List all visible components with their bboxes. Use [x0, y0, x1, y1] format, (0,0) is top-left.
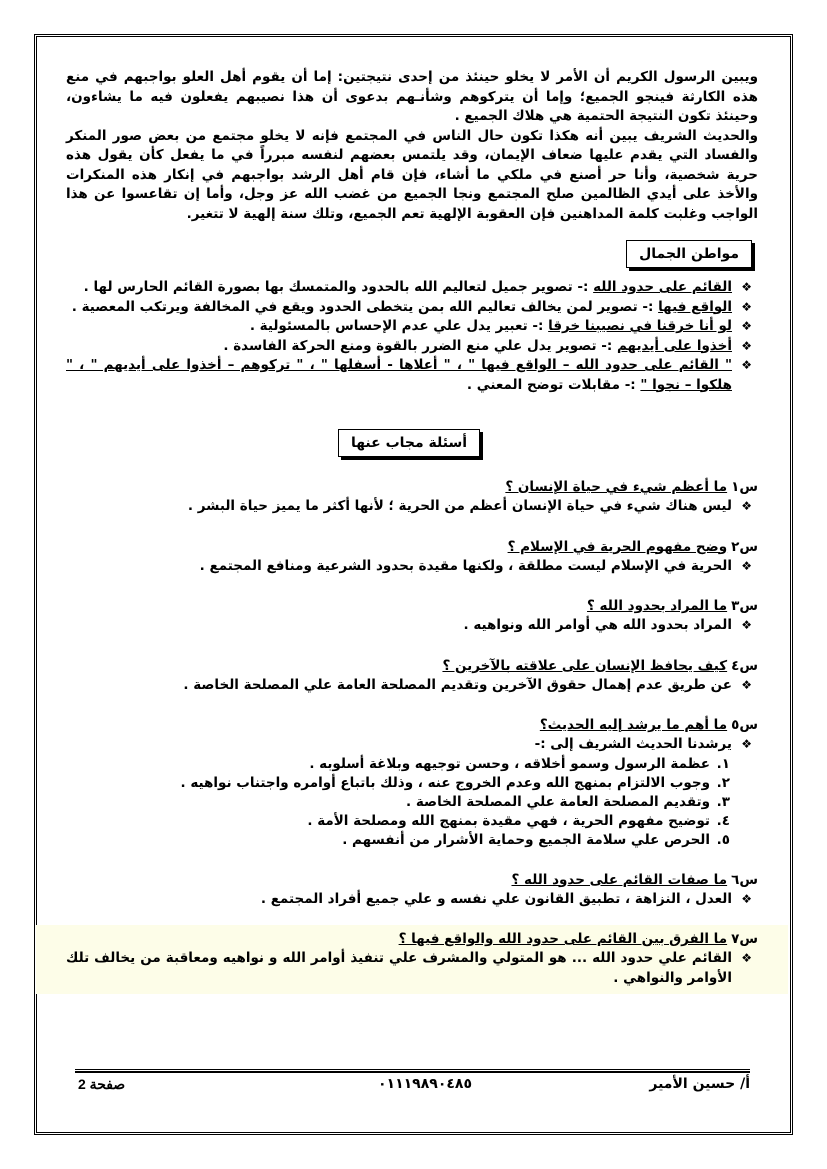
guidance-item	[66, 831, 730, 850]
guidance-number: ٥.	[716, 831, 730, 848]
qa-heading-wrap	[66, 429, 758, 457]
guidance-item	[66, 755, 730, 774]
beauty-heading-wrap	[66, 240, 758, 268]
answer-list	[66, 557, 758, 577]
question-block	[36, 925, 788, 994]
question	[66, 870, 758, 890]
beauty-heading: مواطن الجمال	[626, 240, 752, 268]
question	[66, 715, 758, 735]
question-number: س٧	[731, 931, 758, 947]
question-block	[66, 715, 758, 850]
beauty-item	[66, 298, 752, 318]
question-block	[66, 477, 758, 517]
answer: ❖ المراد بحدود الله هي أوامر الله ونواهيه .	[66, 616, 752, 636]
guidance-number: ٢.	[716, 774, 730, 791]
guidance-text: توضيح مفهوم الحرية ، فهي مقيدة بمنهج الله ومصلحة الأمة .	[307, 812, 710, 829]
answer: ❖ القائم علي حدود الله ... هو المتولي والمشرف علي تنفيذ أوامر الله و نواهيه ومعاقبة من يخالف تلك الأوامر والنواهي .	[66, 949, 752, 988]
question	[66, 656, 758, 676]
guidance-list	[66, 755, 758, 850]
beauty-term: " القائم على حدود الله – الواقع فيها " ، " أعلاها - أسفلها " ، " تركوهم – أخذوا على أيديهم " ، " هلكوا – نجوا "	[66, 357, 732, 393]
beauty-term: أخذوا على أيديهم	[616, 337, 732, 354]
beauty-term: لو أنا خرقنا في نصيبنا خرقا	[548, 318, 732, 334]
guidance-text: الحرص علي سلامة الجميع وحماية الأشرار من أنفسهم .	[342, 831, 710, 848]
question-block	[66, 656, 758, 696]
beauty-desc: :- تصوير جميل لتعاليم الله بالحدود والمتمسك بها بصورة القائم الحارس لها .	[83, 279, 594, 295]
question-text: ما المراد بحدود الله ؟	[587, 598, 728, 614]
question-number: س٣	[731, 598, 758, 614]
guidance-text: عظمة الرسول وسمو أخلاقه ، وحسن توجيهه وبلاغة أسلوبه .	[309, 755, 710, 772]
question	[66, 596, 758, 616]
footer-phone: ٠١١١٩٨٩٠٤٨٥	[378, 1076, 472, 1092]
question-text: ما أهم ما يرشد إليه الحديث؟	[539, 717, 728, 733]
answer-list	[66, 949, 758, 988]
guidance-text: وجوب الالتزام بمنهج الله وعدم الخروج عنه ، وذلك باتباع أوامره واجتناب نواهيه .	[180, 774, 710, 791]
guidance-number: ٣.	[716, 793, 730, 810]
footer-page-number: صفحة 2	[78, 1076, 126, 1092]
answer: ❖ الحرية في الإسلام ليست مطلقة ، ولكنها مقيدة بحدود الشرعية ومنافع المجتمع .	[66, 557, 752, 577]
question-text: ما أعظم شيء في حياة الإنسان ؟	[505, 479, 728, 495]
beauty-term: القائم على حدود الله	[593, 279, 732, 295]
answer: ❖ العدل ، النزاهة ، تطبيق القانون علي نفسه و علي جميع أفراد المجتمع .	[66, 890, 752, 910]
guidance-item	[66, 793, 730, 812]
question-number: س٦	[731, 871, 758, 888]
answer-list	[66, 616, 758, 636]
question-number: س١	[731, 479, 758, 495]
answer: ❖ يرشدنا الحديث الشريف إلى :-	[66, 735, 752, 755]
answer-list	[66, 890, 758, 910]
question-text: ما الفرق بين القائم على حدود الله والواقع فيها ؟	[398, 931, 728, 947]
answer: ❖ عن طريق عدم إهمال حقوق الآخرين وتقديم المصلحة العامة علي المصلحة الخاصة .	[66, 676, 752, 696]
guidance-item	[66, 774, 730, 793]
beauty-list	[66, 278, 758, 395]
page-content	[66, 68, 758, 994]
question	[66, 477, 758, 497]
beauty-desc: :- تعبير يدل علي عدم الإحساس بالمسئولية .	[249, 318, 549, 334]
question-number: س٢	[731, 538, 758, 555]
question-text: كيف يحافظ الإنسان على علاقته بالآخرين ؟	[442, 657, 728, 674]
question-text: وضح مفهوم الحرية في الإسلام ؟	[507, 538, 728, 555]
guidance-number: ١.	[716, 755, 730, 772]
beauty-item	[66, 278, 752, 298]
beauty-item	[66, 337, 752, 357]
beauty-item	[66, 317, 752, 337]
beauty-item	[66, 356, 752, 395]
footer-author: أ/ حسين الأمير	[649, 1076, 750, 1092]
question	[66, 929, 758, 949]
intro-paragraph-2: والحديث الشريف يبين أنه هكذا تكون حال الناس في المجتمع فإنه لا يخلو مجتمع من بعض صور المنكر والفساد التي يقدم عليها ضعاف الإيمان، وقد يلتمس بعضهم لنفسه مبرراً في ما يفعل كأن يقول هذه حرية شخصية، وأنا حر أصنع في ملكي ما أشاء، فإن قام أهل الرشد بواجبهم في إنكار هذه المنكرات والأخذ على أيدي الظالمين صلح المجتمع ونجا الجميع من غضب الله عز وجل، وأما إن تقاعسوا عن هذا الواجب وغلبت كلمة المداهنين فإن العقوبة الإلهية تعم الجميع، وتلك سنة إلهية لا تتغير.	[66, 127, 758, 222]
footer	[78, 1076, 750, 1098]
qa-heading: أسئلة مجاب عنها	[338, 429, 480, 457]
question	[66, 537, 758, 557]
beauty-term: الواقع فيها	[658, 298, 732, 315]
question-block	[66, 596, 758, 636]
answer-list	[66, 676, 758, 696]
beauty-desc: :- مقابلات توضح المعني .	[466, 376, 641, 393]
answer: ❖ ليس هناك شيء في حياة الإنسان أعظم من الحرية ؛ لأنها أكثر ما يميز حياة البشر .	[66, 497, 752, 517]
question-block	[66, 870, 758, 910]
guidance-text: وتقديم المصلحة العامة علي المصلحة الخاصة .	[406, 793, 710, 810]
answer-list	[66, 497, 758, 517]
intro-paragraph-1: ويبين الرسول الكريم أن الأمر لا يخلو حينئذ من إحدى نتيجتين: إما أن يقوم أهل العلو بواجبهم في منع هذه الكارثة فينجو الجميع؛ وإما أن يتركوهم وشأنـهم بدعوى أن هذا نصيبهم يفعلون فيه ما يشاءون، وحينئذ تكون النتيجة الحتمية هي هلاك الجميع .	[66, 69, 758, 124]
beauty-desc: :- تصوير لمن يخالف تعاليم الله بمن يتخطى الحدود ويقع في المخالفة ويرتكب المعصية .	[71, 298, 659, 315]
question-text: ما صفات القائم على حدود الله ؟	[511, 871, 728, 888]
answer-list	[66, 735, 758, 755]
question-block	[66, 537, 758, 577]
footer-divider	[75, 1069, 750, 1073]
beauty-desc: :- تصوير يدل علي منع الضرر بالقوة ومنع الحركة الفاسدة .	[223, 337, 617, 354]
question-number: س٥	[731, 717, 758, 733]
guidance-item	[66, 812, 730, 831]
question-number: س٤	[731, 657, 758, 674]
guidance-number: ٤.	[716, 812, 730, 829]
